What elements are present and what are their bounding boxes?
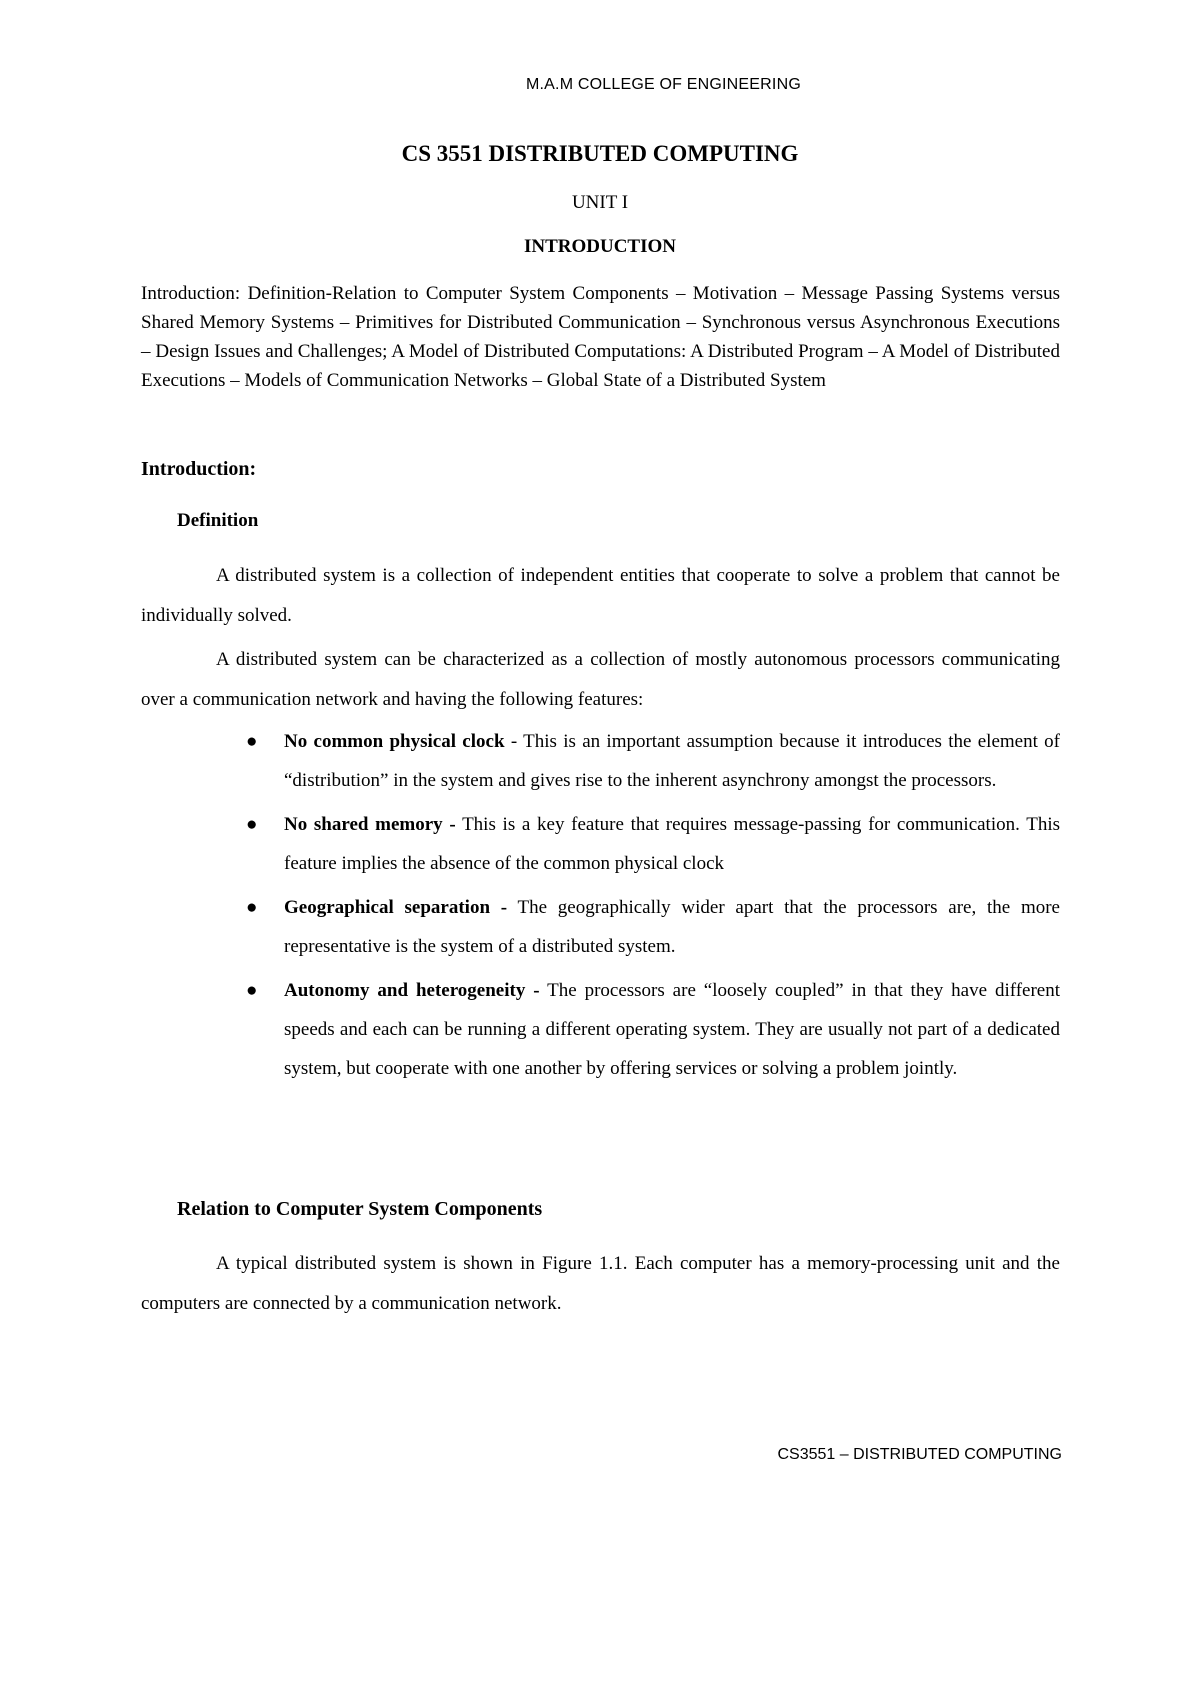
- feature-term: No shared memory -: [284, 814, 456, 835]
- feature-description: The processors are “loosely coupled” in that they have different speeds and each can be running a different operating system. They are usually not part of a dedicated system, but cooperate with one another by offering services or solving a problem jointly.: [284, 980, 1061, 1079]
- feature-term: Autonomy and heterogeneity -: [284, 980, 540, 1001]
- page-footer-course: CS3551 – DISTRIBUTED COMPUTING: [777, 1446, 1062, 1463]
- features-list: [246, 722, 1061, 1093]
- section-title: INTRODUCTION: [523, 236, 677, 257]
- list-item: [246, 888, 1060, 966]
- heading-definition: Definition: [177, 510, 259, 531]
- list-item: [246, 722, 1060, 800]
- feature-description: - This is an important assumption because it introduces the element of “distribution” in the system and gives rise to the inherent asynchrony amongst the processors.: [284, 731, 1060, 791]
- list-item: [246, 971, 1061, 1088]
- bullet-icon: ●: [246, 731, 258, 752]
- course-title: CS 3551 DISTRIBUTED COMPUTING: [401, 141, 799, 166]
- feature-term: No common physical clock: [284, 731, 505, 752]
- list-item: [246, 805, 1060, 883]
- unit-title: UNIT I: [571, 192, 629, 213]
- relation-paragraph: A typical distributed system is shown in Figure 1.1. Each computer has a memory-processing unit and the computers are connected by a communication network.: [141, 1253, 1060, 1314]
- bullet-icon: ●: [246, 897, 258, 918]
- feature-description: This is a key feature that requires message-passing for communication. This feature implies the absence of the common physical clock: [284, 814, 1060, 874]
- syllabus-paragraph: Introduction: Definition-Relation to Computer System Components – Motivation – Message Passing Systems versus Shared Memory Systems – Primitives for Distributed Communication – Synchronous versus Asynchronous Executions – Design Issues and Challenges; A Model of Distributed Computations: A Distributed Program – A Model of Distributed Executions – Models of Communication Networks – Global State of a Distributed System: [141, 283, 1060, 391]
- definition-paragraph: A distributed system is a collection of independent entities that cooperate to solve a problem that cannot be individually solved.: [141, 565, 1060, 626]
- characterization-paragraph: A distributed system can be characterized as a collection of mostly autonomous processors communicating over a communication network and having the following features:: [141, 649, 1060, 710]
- heading-relation: Relation to Computer System Components: [177, 1198, 543, 1220]
- feature-description: The geographically wider apart that the processors are, the more representative is the system of a distributed system.: [284, 897, 1060, 957]
- bullet-icon: ●: [246, 980, 258, 1001]
- heading-introduction: Introduction:: [141, 458, 257, 480]
- feature-term: Geographical separation -: [284, 897, 508, 918]
- page-header-institution: M.A.M COLLEGE OF ENGINEERING: [526, 76, 801, 93]
- bullet-icon: ●: [246, 814, 258, 835]
